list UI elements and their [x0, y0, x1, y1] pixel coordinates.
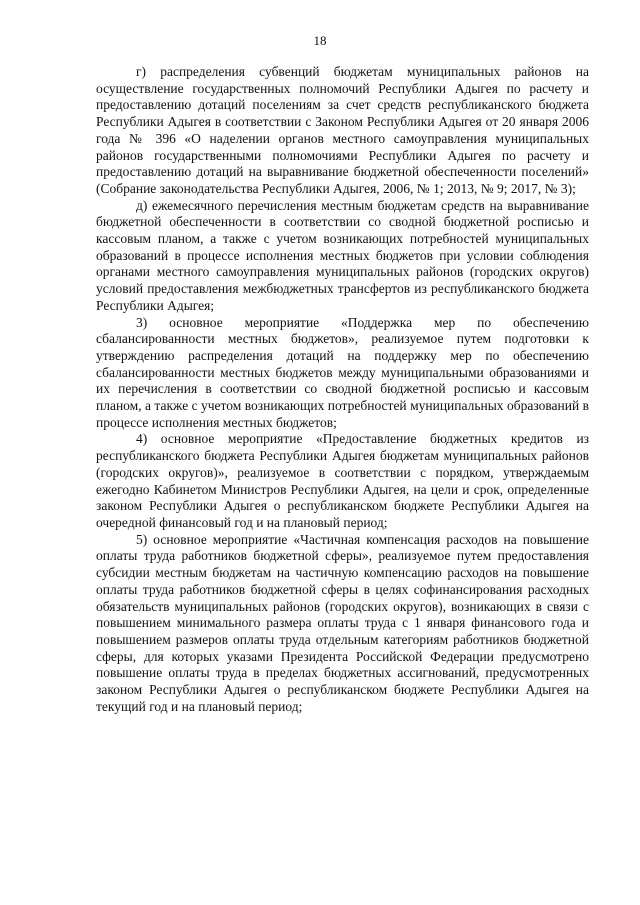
paragraph-4-budget-credits: 4) основное мероприятие «Предоставление бюджетных кредитов из республиканского бюджета Республики Адыгея бюджетам муниципальных районов (городских округов)», реализуемое в соответствии с порядком, утверждаемым ежегодно Кабинетом Министров Республики Адыгея, на цели и срок, определенные законом Республики Адыгея о республиканском бюджете Республики Адыгея на очередной финансовый год и на плановый период; — [96, 431, 589, 530]
paragraph-3-balance-support: 3) основное мероприятие «Поддержка мер по обеспечению сбалансированности местных бюджетов», реализуемое путем подготовки к утверждению распределения дотаций на поддержку мер по обеспечению сбалансированности местных бюджетов между муниципальными образованиями и их перечисления в соответствии со сводной бюджетной росписью и кассовым планом, а также с учетом возникающих потребностей муниципальных образований в процессе исполнения местных бюджетов; — [96, 314, 589, 430]
page-number: 18 — [313, 33, 327, 48]
paragraph-g-subventions: г) распределения субвенций бюджетам муниципальных районов на осуществление государственных полномочий Республики Адыгея по расчету и предоставлению дотаций поселениям за счет средств республиканского бюджета Республики Адыгея в соответствии с Законом Республики Адыгея от 20 января 2006 года № 396 «О наделении органов местного самоуправления муниципальных районов государственными полномочиями Республики Адыгея по расчету и предоставлению дотаций на выравнивание бюджетной обеспеченности поселений» (Собрание законодательства Республики Адыгея, 2006, № 1; 2013, № 9; 2017, № 3); — [96, 64, 589, 196]
paragraph-d-monthly-transfer: д) ежемесячного перечисления местным бюджетам средств на выравнивание бюджетной обеспеченности в соответствии со сводной бюджетной росписью и кассовым планом, а также с учетом возникающих потребностей муниципальных образований в процессе исполнения местных бюджетов при условии соблюдения органами местного самоуправления муниципальных районов (городских округов) условий предоставления межбюджетных трансфертов из республиканского бюджета Республики Адыгея; — [96, 197, 589, 313]
document-body — [96, 64, 589, 715]
paragraph-5-salary-compensation: 5) основное мероприятие «Частичная компенсация расходов на повышение оплаты труда работников бюджетной сферы», реализуемое путем предоставления субсидии местным бюджетам на частичную компенсацию расходов на повышение оплаты труда работников бюджетной сферы в целях софинансирования расходных обязательств муниципальных районов (городских округов), возникающих в связи с повышением минимального размера оплаты труда с 1 января финансового года и повышением размеров оплаты труда отдельным категориям работников бюджетной сферы, для которых указами Президента Российской Федерации предусмотрено повышение оплаты труда в пределах бюджетных ассигнований, предусмотренных законом Республики Адыгея о республиканском бюджете Республики Адыгея на текущий год и на плановый период; — [96, 531, 589, 714]
